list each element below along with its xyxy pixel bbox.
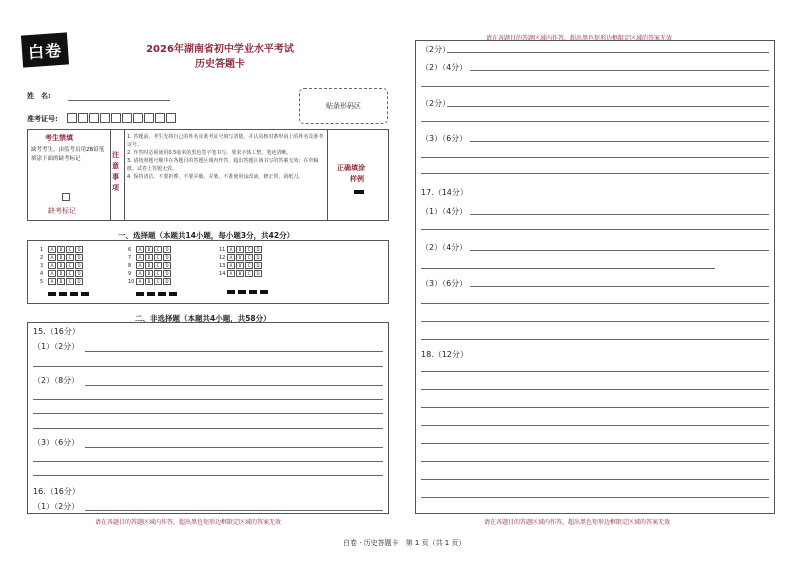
mc-option-6-D[interactable]: D <box>163 246 171 253</box>
absent-label: 缺考标记 <box>48 207 76 215</box>
absent-instructions: 缺考考生，由监考员用2B铅笔填涂下面的缺考标记 <box>31 147 105 162</box>
q17-part2: （2）（4分） <box>421 243 468 252</box>
mc-question-10 <box>128 278 172 285</box>
mc-question-3 <box>40 262 84 269</box>
mc-number: 12 <box>219 255 226 261</box>
mc-option-3-A[interactable]: A <box>48 262 56 269</box>
q17-part3: （3）（6分） <box>421 279 468 288</box>
id-label: 准考证号: <box>27 115 58 123</box>
mc-option-13-A[interactable]: A <box>227 262 235 269</box>
name-field[interactable] <box>68 100 170 101</box>
right-footer-warning: 请在各题目的答题区域内作答，超出黑色矩形边框限定区域的答案无效 <box>484 519 671 526</box>
q18-head: 18.（12分） <box>421 350 468 359</box>
mc-number: 7 <box>128 255 132 261</box>
left-footer-warning: 请在各题目的答题区域内作答，超出黑色矩形边框限定区域的答案无效 <box>95 519 282 526</box>
mc-option-10-D[interactable]: D <box>163 278 171 285</box>
answer-line[interactable] <box>85 351 383 352</box>
answer-line[interactable] <box>470 250 769 251</box>
mc-option-7-C[interactable]: C <box>154 254 162 261</box>
mc-option-3-C[interactable]: C <box>66 262 74 269</box>
mc-option-6-A[interactable]: A <box>136 246 144 253</box>
mc-option-9-D[interactable]: D <box>163 270 171 277</box>
answer-line[interactable] <box>85 510 383 511</box>
mc-question-7 <box>128 254 172 261</box>
mc-question-13 <box>219 262 263 269</box>
q15-part3: （3）（6分） <box>33 438 80 447</box>
sheet-subtitle: 历史答题卡 <box>195 59 245 70</box>
absent-checkbox[interactable] <box>62 193 70 201</box>
mc-question-12 <box>219 254 263 261</box>
mc-option-2-B[interactable]: B <box>57 254 65 261</box>
right-header-warning: 请在各题目的答题区域内作答，超出黑色矩形边框限定区域的答案无效 <box>486 35 673 42</box>
mc-number: 8 <box>128 263 132 269</box>
mc-option-5-B[interactable]: B <box>57 278 65 285</box>
answer-line[interactable] <box>421 157 769 158</box>
mc-question-5 <box>40 278 84 285</box>
answer-line[interactable] <box>447 52 769 53</box>
q16-part1: （1）（2分） <box>33 502 80 511</box>
answer-line[interactable] <box>33 413 383 414</box>
mc-question-8 <box>128 262 172 269</box>
mc-option-14-D[interactable]: D <box>254 270 262 277</box>
mc-option-6-B[interactable]: B <box>145 246 153 253</box>
mc-option-10-C[interactable]: C <box>154 278 162 285</box>
mc-option-5-D[interactable]: D <box>75 278 83 285</box>
page-footer: 白卷 · 历史答题卡 第 1 页（共 1 页） <box>343 539 466 547</box>
mc-question-14 <box>219 270 263 277</box>
answer-line[interactable] <box>85 385 383 386</box>
timing-mark <box>147 292 155 296</box>
mc-option-1-A[interactable]: A <box>48 246 56 253</box>
mc-option-12-B[interactable]: B <box>236 254 244 261</box>
timing-mark <box>238 290 246 294</box>
mc-option-13-C[interactable]: C <box>245 262 253 269</box>
answer-line[interactable] <box>421 303 769 304</box>
q15-part2: （2）（8分） <box>33 376 80 385</box>
mc-question-1 <box>40 246 84 253</box>
mc-option-7-D[interactable]: D <box>163 254 171 261</box>
timing-mark <box>227 290 235 294</box>
q15-part1: （1）（2分） <box>33 342 80 351</box>
answer-line[interactable] <box>421 86 769 87</box>
answer-line[interactable] <box>421 173 769 174</box>
mc-option-7-B[interactable]: B <box>145 254 153 261</box>
paper-badge: 白卷 <box>21 32 69 67</box>
mc-option-9-A[interactable]: A <box>136 270 144 277</box>
answer-line[interactable] <box>470 141 769 142</box>
timing-mark <box>260 290 268 294</box>
answer-line[interactable] <box>85 447 383 448</box>
mc-option-4-C[interactable]: C <box>66 270 74 277</box>
mc-option-4-D[interactable]: D <box>75 270 83 277</box>
answer-line[interactable] <box>421 371 769 372</box>
answer-line[interactable] <box>470 70 769 71</box>
answer-line[interactable] <box>470 214 769 215</box>
mc-option-11-D[interactable]: D <box>254 246 262 253</box>
mc-option-2-C[interactable]: C <box>66 254 74 261</box>
mc-option-12-C[interactable]: C <box>245 254 253 261</box>
mc-question-4 <box>40 270 84 277</box>
notes-list: 1. 答题前，考生先将自己的姓名及准考证号填写清楚，并认真核对条形码上的姓名及准考证号。 2. 作答时必须使用0.5毫米的黑色签字笔书写。要求字体工整、笔迹清晰。 3. 请按照题号顺序在各题目的答题区域内作答，超出答题区域书写的答案无效；在草稿纸、试卷上答题无效。 4. 保持清洁，不要折叠，不要弄破、弄皱，不准使用涂改液、修正带、刮纸刀。 <box>127 134 324 180</box>
mc-option-10-B[interactable]: B <box>145 278 153 285</box>
answer-line[interactable] <box>421 121 769 122</box>
timing-mark <box>136 292 144 296</box>
mc-number: 3 <box>40 263 44 269</box>
answer-line[interactable] <box>421 229 769 230</box>
mc-option-9-C[interactable]: C <box>154 270 162 277</box>
mc-option-4-A[interactable]: A <box>48 270 56 277</box>
answer-line[interactable] <box>470 286 769 287</box>
answer-line[interactable] <box>421 321 769 322</box>
mc-option-8-C[interactable]: C <box>154 262 162 269</box>
mc-question-2 <box>40 254 84 261</box>
q16-part2: （2）（4分） <box>421 63 468 72</box>
answer-line[interactable] <box>33 475 383 476</box>
mc-option-11-C[interactable]: C <box>245 246 253 253</box>
mc-number: 1 <box>40 247 44 253</box>
answer-line[interactable] <box>421 339 769 340</box>
mc-option-14-B[interactable]: B <box>236 270 244 277</box>
answer-line[interactable] <box>33 366 383 367</box>
answer-line[interactable] <box>421 497 769 498</box>
mc-option-10-A[interactable]: A <box>136 278 144 285</box>
q16-part2-cont: （2分） <box>421 99 451 108</box>
answer-line[interactable] <box>447 106 769 107</box>
barcode-area: 贴条形码区 <box>299 88 388 124</box>
answer-line[interactable] <box>33 461 383 462</box>
q17-head: 17.（14分） <box>421 188 468 197</box>
answer-line[interactable] <box>421 407 769 408</box>
mc-option-11-A[interactable]: A <box>227 246 235 253</box>
mc-option-5-A[interactable]: A <box>48 278 56 285</box>
mc-option-8-D[interactable]: D <box>163 262 171 269</box>
mc-number: 11 <box>219 247 226 253</box>
mc-number: 2 <box>40 255 44 261</box>
mc-option-1-B[interactable]: B <box>57 246 65 253</box>
q16-part3: （3）（6分） <box>421 134 468 143</box>
sample-title: 正确填涂 <box>337 164 365 172</box>
mc-option-14-A[interactable]: A <box>227 270 235 277</box>
mc-number: 6 <box>128 247 132 253</box>
sample-sub: 样例 <box>350 175 364 183</box>
mc-option-12-A[interactable]: A <box>227 254 235 261</box>
timing-mark <box>81 292 89 296</box>
mc-option-2-D[interactable]: D <box>75 254 83 261</box>
mc-option-8-A[interactable]: A <box>136 262 144 269</box>
mc-number: 9 <box>128 271 132 277</box>
mc-question-11 <box>219 246 263 253</box>
mc-number: 5 <box>40 279 44 285</box>
mc-question-6 <box>128 246 172 253</box>
mc-option-4-B[interactable]: B <box>57 270 65 277</box>
timing-mark <box>70 292 78 296</box>
mc-number: 13 <box>219 263 226 269</box>
section2-title: 二、非选择题（本题共4小题，共58分） <box>135 314 271 323</box>
answer-line[interactable] <box>33 399 383 400</box>
mc-number: 14 <box>219 271 226 277</box>
timing-mark <box>169 292 177 296</box>
answer-line[interactable] <box>421 479 769 480</box>
mc-option-12-D[interactable]: D <box>254 254 262 261</box>
mc-option-5-C[interactable]: C <box>66 278 74 285</box>
timing-mark <box>249 290 257 294</box>
answer-line[interactable] <box>33 428 383 429</box>
q17-part1: （1）（4分） <box>421 207 468 216</box>
mc-option-13-B[interactable]: B <box>236 262 244 269</box>
q15-head: 15.（16分） <box>33 327 80 336</box>
correct-fill-sample <box>354 190 364 194</box>
name-label: 姓 名: <box>27 92 51 100</box>
notes-title: 注意事项 <box>112 151 119 192</box>
answer-line[interactable] <box>421 389 769 390</box>
mc-option-1-D[interactable]: D <box>75 246 83 253</box>
mc-option-8-B[interactable]: B <box>145 262 153 269</box>
mc-option-3-D[interactable]: D <box>75 262 83 269</box>
timing-mark <box>59 292 67 296</box>
mc-number: 4 <box>40 271 44 277</box>
answer-line[interactable] <box>421 443 769 444</box>
mc-option-11-B[interactable]: B <box>236 246 244 253</box>
mc-number: 10 <box>128 279 135 285</box>
answer-line[interactable] <box>421 268 715 269</box>
mc-question-9 <box>128 270 172 277</box>
absent-title: 考生禁填 <box>45 134 73 142</box>
answer-line[interactable] <box>421 425 769 426</box>
timing-mark <box>48 292 56 296</box>
mc-option-7-A[interactable]: A <box>136 254 144 261</box>
q16-head: 16.（16分） <box>33 487 80 496</box>
mc-option-13-D[interactable]: D <box>254 262 262 269</box>
exam-title: 2026年湖南省初中学业水平考试 <box>146 44 294 55</box>
mc-option-6-C[interactable]: C <box>154 246 162 253</box>
mc-option-14-C[interactable]: C <box>245 270 253 277</box>
q16-part1-cont: （2分） <box>421 45 451 54</box>
mc-option-1-C[interactable]: C <box>66 246 74 253</box>
timing-mark <box>158 292 166 296</box>
answer-line[interactable] <box>421 461 769 462</box>
mc-option-9-B[interactable]: B <box>145 270 153 277</box>
section1-title: 一、选择题（本题共14小题，每小题3分，共42分） <box>118 231 295 240</box>
mc-option-2-A[interactable]: A <box>48 254 56 261</box>
mc-option-3-B[interactable]: B <box>57 262 65 269</box>
